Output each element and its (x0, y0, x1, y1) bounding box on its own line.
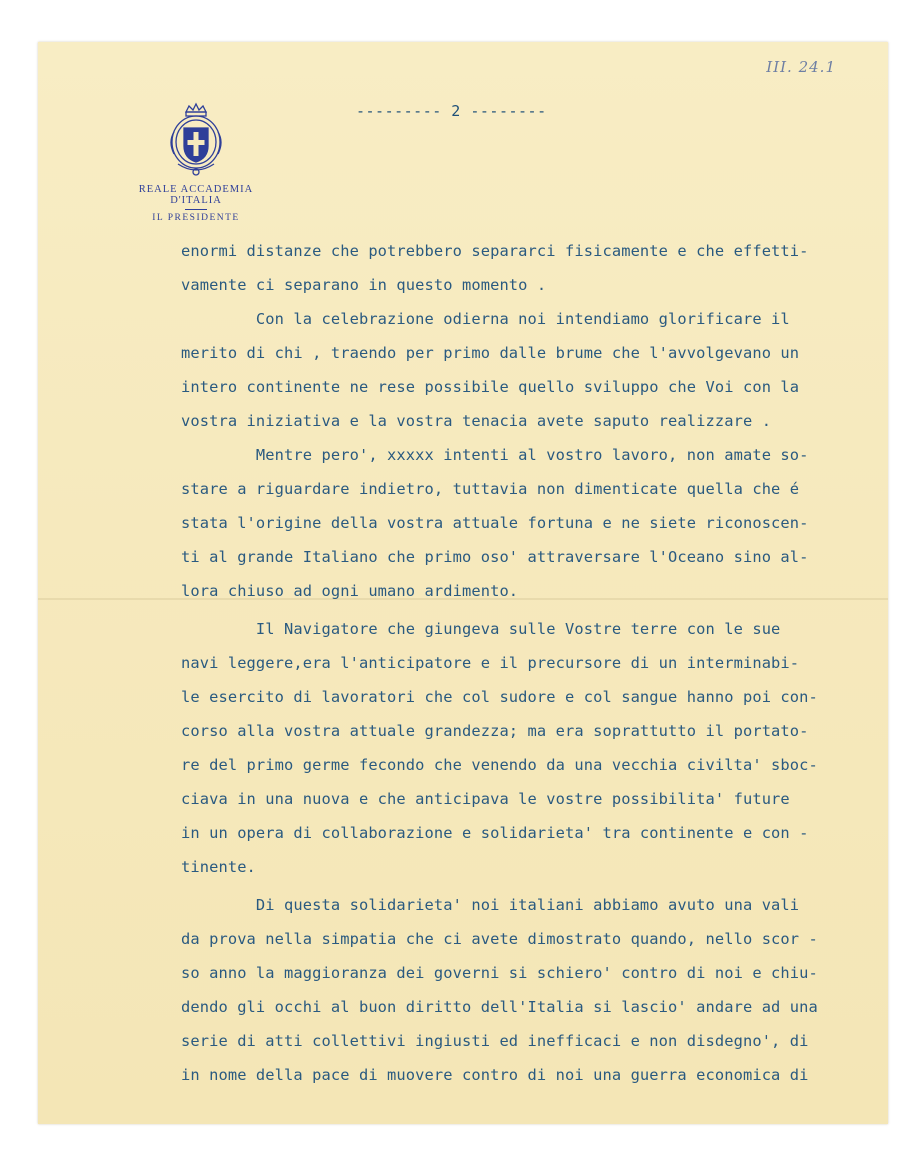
text-line: merito di chi , traendo per primo dalle brume che l'avvolgevano un (181, 344, 800, 362)
text-line: Il Navigatore che giungeva sulle Vostre terre con le sue (181, 620, 781, 638)
text-line: Mentre pero', xxxxx intenti al vostro lavoro, non amate so- (181, 446, 809, 464)
text-line: corso alla vostra attuale grandezza; ma era soprattutto il portato- (181, 722, 809, 740)
text-line: in un opera di collaborazione e solidarieta' tra continente e con - (181, 824, 809, 842)
text-line: so anno la maggioranza dei governi si schiero' contro di noi e chiu- (181, 964, 818, 982)
letter-body (181, 234, 871, 1092)
text-line: intero continente ne rese possibile quello sviluppo che Voi con la (181, 378, 800, 396)
letterhead (116, 102, 276, 223)
letterhead-role: IL PRESIDENTE (152, 213, 240, 223)
text-line: vostra iniziativa e la vostra tenacia avete saputo realizzare . (181, 412, 772, 430)
text-line: stata l'origine della vostra attuale fortuna e ne siete riconoscen- (181, 514, 809, 532)
text-line: ciava in una nuova e che anticipava le vostre possibilita' future (181, 790, 790, 808)
text-line: tinente. (181, 858, 256, 876)
text-line: re del primo germe fecondo che venendo da una vecchia civilta' sboc- (181, 756, 818, 774)
archive-mark: III. 24.1 (766, 58, 836, 76)
text-line: stare a riguardare indietro, tuttavia non dimenticate quella che é (181, 480, 800, 498)
text-line: ti al grande Italiano che primo oso' attraversare l'Oceano sino al- (181, 548, 809, 566)
paragraph (181, 438, 871, 608)
letterhead-divider (185, 209, 207, 210)
text-line: da prova nella simpatia che ci avete dimostrato quando, nello scor - (181, 930, 818, 948)
text-line: serie di atti collettivi ingiusti ed inefficaci e non disdegno', di (181, 1032, 809, 1050)
text-line: le esercito di lavoratori che col sudore e col sangue hanno poi con- (181, 688, 818, 706)
text-line: in nome della pace di muovere contro di noi una guerra economica di (181, 1066, 809, 1084)
paragraph (181, 612, 871, 884)
text-line: enormi distanze che potrebbero separarci fisicamente e che effetti- (181, 242, 809, 260)
paragraph (181, 302, 871, 438)
page-number: --------- 2 -------- (356, 102, 547, 120)
letterhead-name: REALE ACCADEMIA D'ITALIA (138, 184, 254, 206)
paragraph (181, 888, 871, 1092)
letter-page (38, 42, 888, 1124)
text-line: dendo gli occhi al buon diritto dell'Italia si lascio' andare ad una (181, 998, 818, 1016)
savoy-crest-icon (164, 102, 228, 180)
text-line: lora chiuso ad ogni umano ardimento. (181, 582, 519, 600)
paragraph (181, 234, 871, 302)
text-line: vamente ci separano in questo momento . (181, 276, 547, 294)
text-line: navi leggere,era l'anticipatore e il precursore di un interminabi- (181, 654, 800, 672)
text-line: Con la celebrazione odierna noi intendiamo glorificare il (181, 310, 790, 328)
text-line: Di questa solidarieta' noi italiani abbiamo avuto una vali (181, 896, 800, 914)
